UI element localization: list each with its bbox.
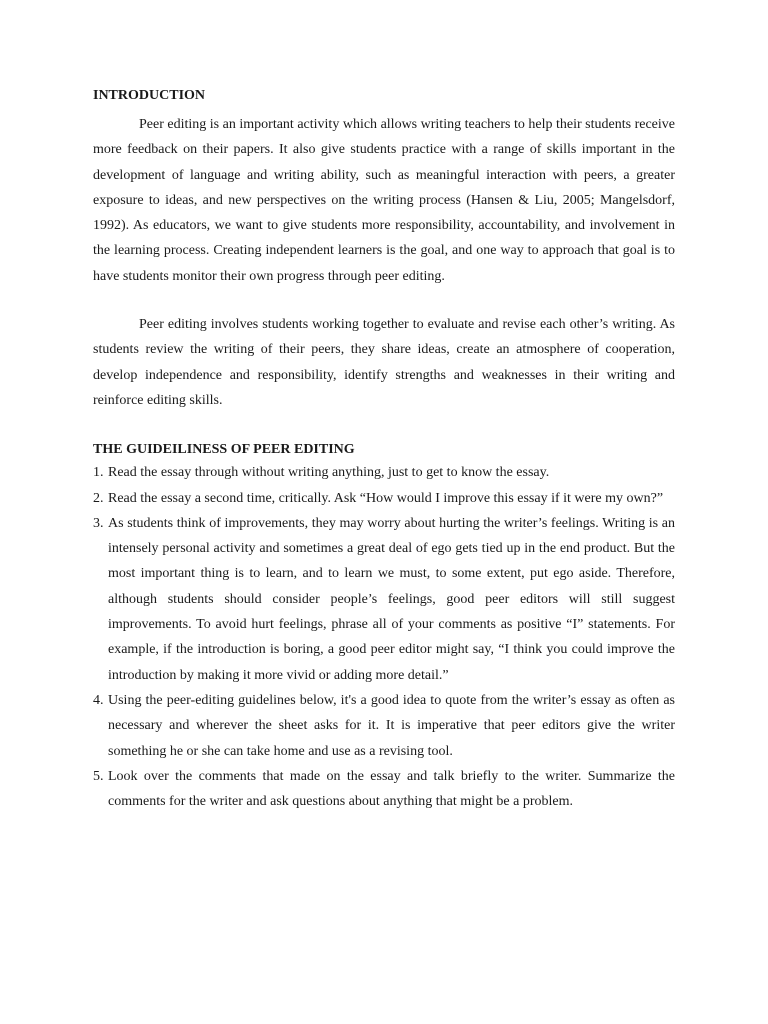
list-item bbox=[93, 460, 675, 485]
list-item-number: 2. bbox=[93, 490, 104, 506]
list-item-number: 5. bbox=[93, 768, 104, 784]
list-item-text: As students think of improvements, they may worry about hurting the writer’s feelings. Writing is an intensely personal activity and sometimes a great deal of ego gets tied up in the end product. But the most important thing is to learn, and to learn we must, to some extent, put ego aside. Therefore, although students should consider people’s feelings, good peer editors will still suggest improvements. To avoid hurt feelings, phrase all of your comments as positive “I” statements. For example, if the introduction is boring, a good peer editor might say, “I think you could improve the introduction by making it more vivid or adding more detail.” bbox=[108, 515, 675, 683]
guidelines-heading: THE GUIDEILINESS OF PEER EDITING bbox=[93, 442, 355, 458]
introduction-heading: INTRODUCTION bbox=[93, 88, 206, 103]
list-item bbox=[93, 511, 675, 688]
list-item-text: Look over the comments that made on the essay and talk briefly to the writer. Summarize the comments for the writer and ask questions about anything that might be a problem. bbox=[108, 768, 675, 810]
list-item-number: 3. bbox=[93, 515, 104, 531]
document-page bbox=[93, 86, 675, 814]
list-item-text: Read the essay a second time, critically. Ask “How would I improve this essay if it were my own?” bbox=[108, 490, 664, 506]
list-item bbox=[93, 764, 675, 815]
list-item bbox=[93, 688, 675, 764]
list-item-text: Read the essay through without writing anything, just to get to know the essay. bbox=[108, 465, 550, 481]
list-item bbox=[93, 486, 675, 511]
list-item-number: 1. bbox=[93, 465, 104, 481]
introduction-paragraph-2: Peer editing involves students working together to evaluate and revise each other’s writing. As students review the writing of their peers, they share ideas, create an atmosphere of cooperation, develop independence and responsibility, identify strengths and weaknesses in their writing and reinforce editing skills. bbox=[93, 317, 675, 408]
introduction-paragraph-1: Peer editing is an important activity which allows writing teachers to help their students receive more feedback on their papers. It also give students practice with a range of skills important in the development of language and writing ability, such as meaningful interaction with peers, a greater exposure to ideas, and new perspectives on the writing process (Hansen & Liu, 2005; Mangelsdorf, 1992). As educators, we want to give students more responsibility, accountability, and involvement in the learning process. Creating independent learners is the goal, and one way to approach that goal is to have students monitor their own progress through peer editing. bbox=[93, 117, 675, 284]
list-item-number: 4. bbox=[93, 692, 104, 708]
list-item-text: Using the peer-editing guidelines below, it's a good idea to quote from the writer’s essay as often as necessary and wherever the sheet asks for it. It is imperative that peer editors give the writer something he or she can take home and use as a revising tool. bbox=[108, 692, 675, 759]
guidelines-list bbox=[93, 460, 675, 814]
